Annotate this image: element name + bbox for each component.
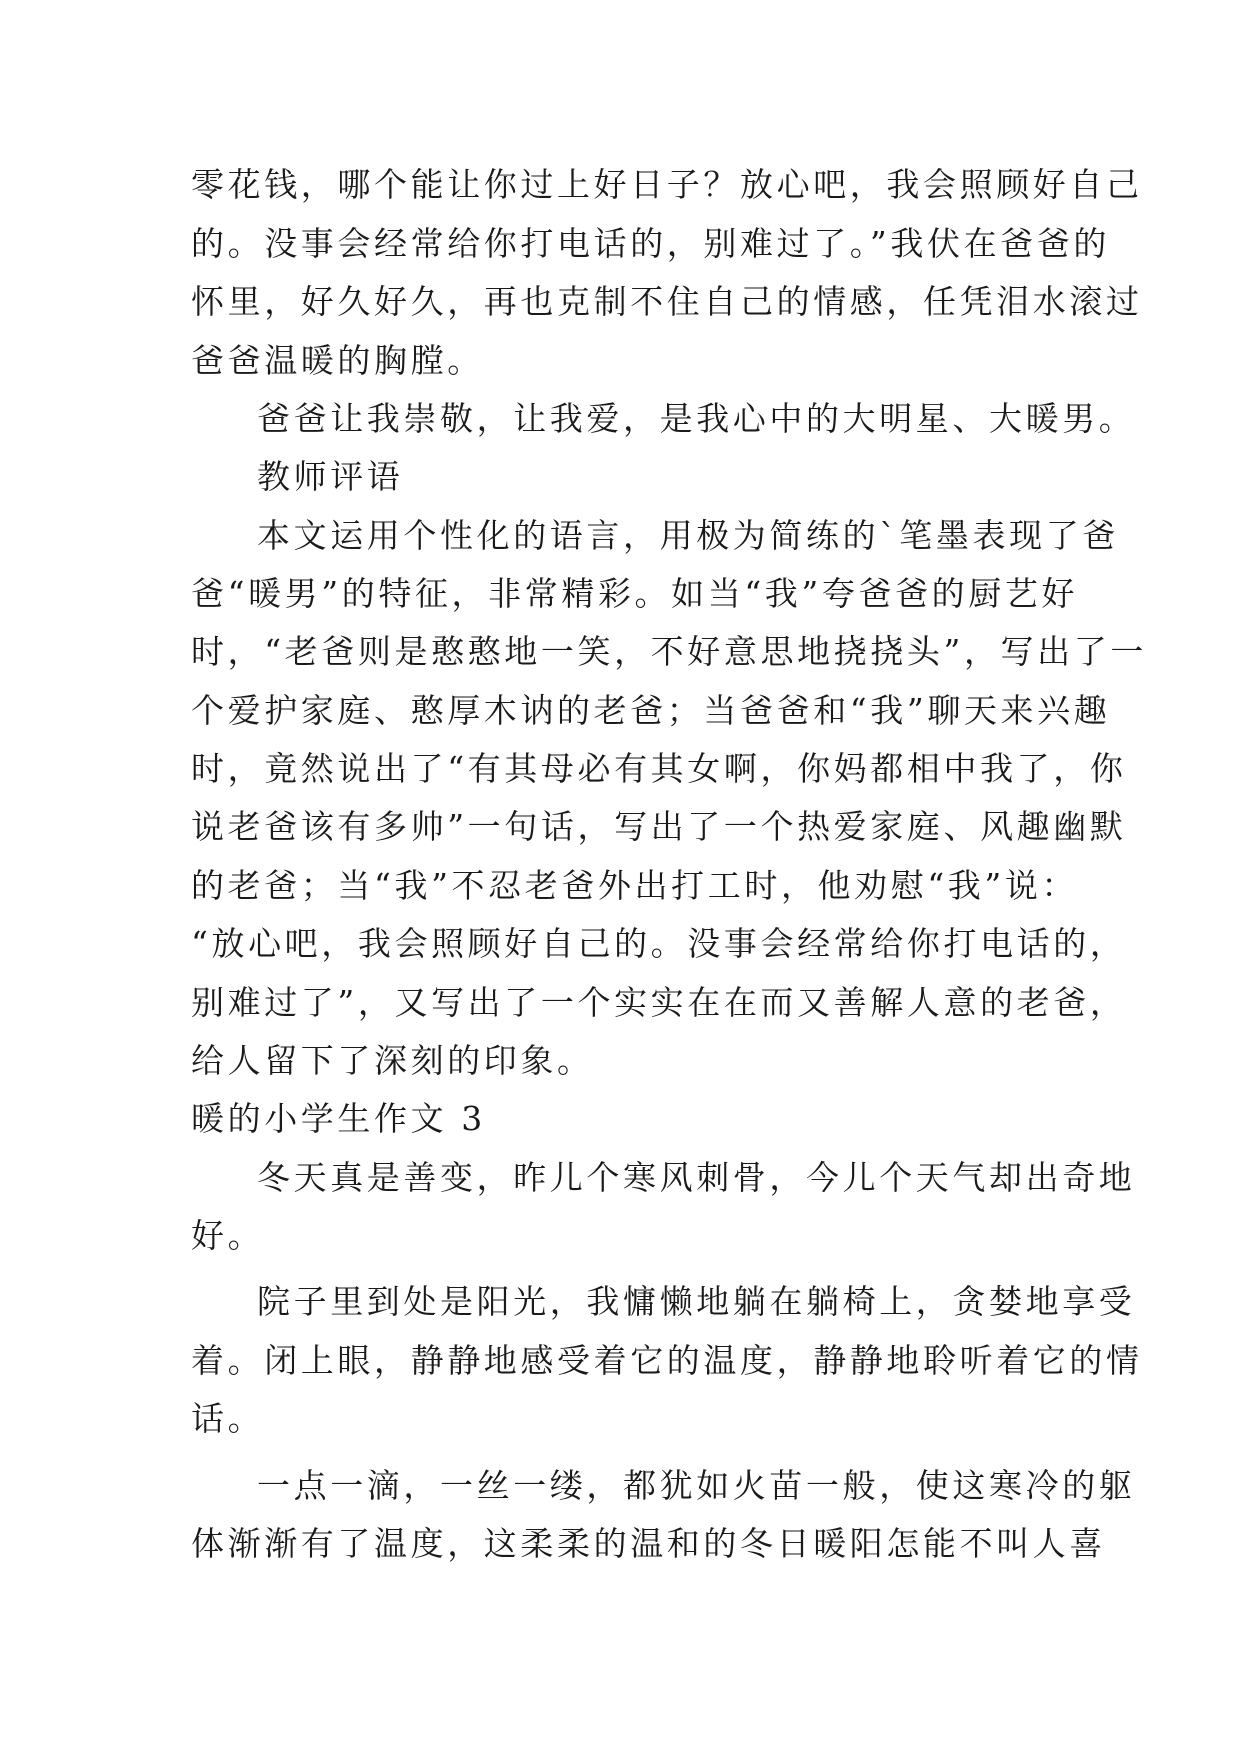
text-line: 给人留下了深刻的印象。 bbox=[191, 1041, 594, 1080]
text-line: 时，“老爸则是憨憨地一笑，不好意思地挠挠头”，写出了一 bbox=[191, 632, 1147, 671]
text-line: 爸爸让我崇敬，让我爱，是我心中的大明星、大暖男。 bbox=[257, 399, 1136, 438]
text-line: “放心吧，我会照顾好自己的。没事会经常给你打电话的， bbox=[191, 924, 1127, 963]
text-line: 本文运用个性化的语言，用极为简练的`笔墨表现了爸 bbox=[257, 516, 1119, 555]
section-heading: 教师评语 bbox=[257, 457, 404, 496]
text-line: 爸爸温暖的胸膛。 bbox=[191, 341, 484, 380]
text-line: 着。闭上眼，静静地感受着它的温度，静静地聆听着它的情 bbox=[191, 1341, 1143, 1380]
text-line: 话。 bbox=[191, 1399, 265, 1438]
text-line: 的。没事会经常给你打电话的，别难过了。”我伏在爸爸的 bbox=[191, 224, 1110, 263]
text-line: 个爱护家庭、憨厚木讷的老爸；当爸爸和“我”聊天来兴趣 bbox=[191, 691, 1111, 730]
essay-title: 暖的小学生作文 3 bbox=[191, 1099, 486, 1138]
text-line: 零花钱，哪个能让你过上好日子？放心吧，我会照顾好自己 bbox=[191, 165, 1143, 204]
text-line: 体渐渐有了温度，这柔柔的温和的冬日暖阳怎能不叫人喜 bbox=[191, 1524, 1106, 1563]
text-line: 怀里，好久好久，再也克制不住自己的情感，任凭泪水滚过 bbox=[191, 282, 1143, 321]
text-line: 的老爸；当“我”不忍老爸外出打工时，他劝慰“我”说： bbox=[191, 866, 1079, 905]
text-line: 好。 bbox=[191, 1216, 265, 1255]
text-line: 爸“暖男”的特征，非常精彩。如当“我”夸爸爸的厨艺好 bbox=[191, 574, 1079, 613]
text-line: 院子里到处是阳光，我慵懒地躺在躺椅上，贪婪地享受 bbox=[257, 1282, 1136, 1321]
text-line: 时，竟然说出了“有其母必有其女啊，你妈都相中我了，你 bbox=[191, 749, 1127, 788]
text-line: 别难过了”，又写出了一个实实在在而又善解人意的老爸， bbox=[191, 983, 1127, 1022]
text-line: 说老爸该有多帅”一句话，写出了一个热爱家庭、风趣幽默 bbox=[191, 807, 1127, 846]
text-line: 一点一滴，一丝一缕，都犹如火苗一般，使这寒冷的躯 bbox=[257, 1466, 1136, 1505]
text-line: 冬天真是善变，昨儿个寒风刺骨，今儿个天气却出奇地 bbox=[257, 1158, 1136, 1197]
